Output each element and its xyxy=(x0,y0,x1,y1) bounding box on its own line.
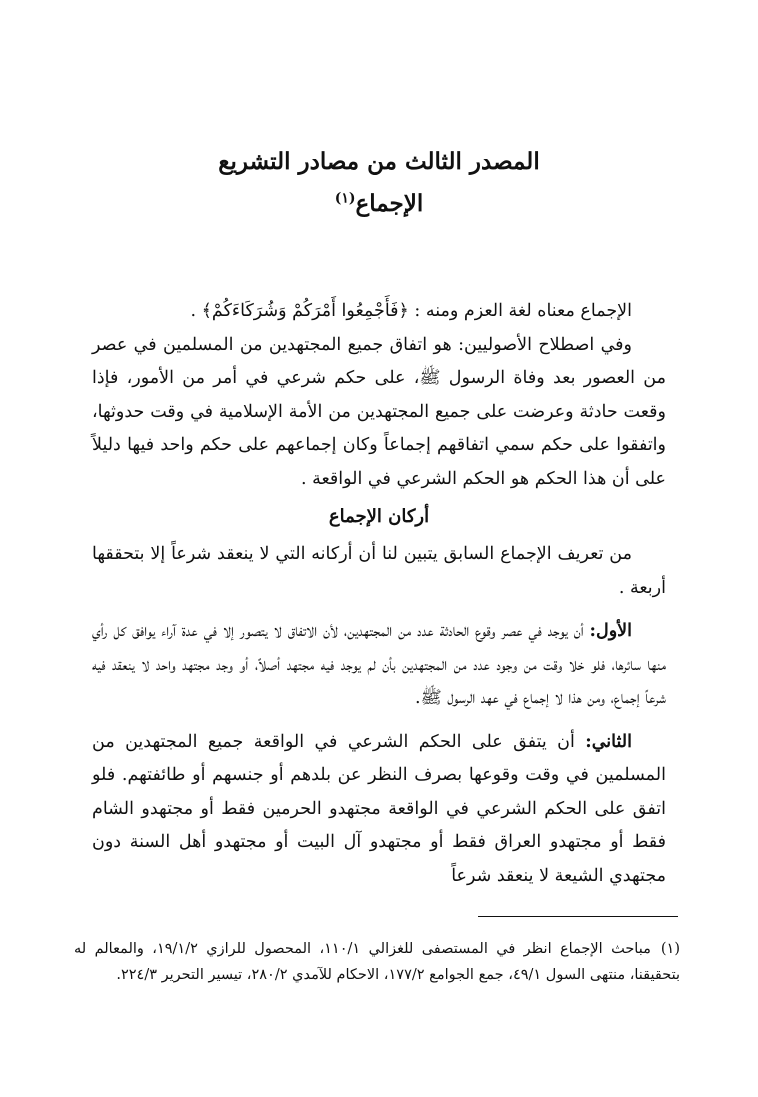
second-pillar-label: الثاني: xyxy=(585,731,632,752)
main-text xyxy=(92,295,666,893)
paragraph-linguistic-definition: الإجماع معناه لغة العزم ومنه : ﴿فَأَجْمِعُوا أَمْرَكُمْ وَشُرَكَاءَكُمْ﴾ . xyxy=(190,301,632,321)
footnote xyxy=(74,936,680,988)
paragraph-technical-definition: وفي اصطلاح الأصوليين: هو اتفاق جميع المجتهدين من المسلمين في عصر من العصور بعد وفاة الرسول ﷺ، على حكم شرعي في أمر من الأمور، فإذا وقعت حادثة وعرضت على جميع المجتهدين من الأمة الإسلامية في وقت حدوثها، واتفقوا على حكم سمي اتفاقهم إجماعاً وكان إجماعهم على حكم واحد فيها دليلاً على أن هذا الحكم هو الحكم الشرعي في الواقعة . xyxy=(92,334,666,489)
chapter-subheading xyxy=(0,190,758,217)
section-title: أركان الإجماع xyxy=(328,506,430,527)
paragraph-second-pillar xyxy=(92,726,666,894)
chapter-heading: المصدر الثالث من مصادر التشريع xyxy=(218,148,540,175)
paragraph-pillars-intro: من تعريف الإجماع السابق يتبين لنا أن أركانه التي لا ينعقد شرعاً إلا بتحققها أربعة . xyxy=(92,544,666,598)
paragraph-first-pillar xyxy=(92,615,666,716)
footnote-text: مباحث الإجماع انظر في المستصفى للغزالي ١١٠/١، المحصول للرازي ١٩/١/٢، والمعالم له بتحقيقنا، منتهى السول ٤٩/١، جمع الجوامع ١٧٧/٢، الاحكام للآمدي ٢٨٠/٢، تيسير التحرير ٢٢٤/٣. xyxy=(74,941,680,983)
footnote-number: (١) xyxy=(660,941,680,957)
footnote-divider xyxy=(478,916,678,917)
first-pillar-label: الأول: xyxy=(589,621,632,641)
footnote-reference: (١) xyxy=(334,190,356,207)
subheading-text: الإجماع xyxy=(355,190,424,217)
first-pillar-text: أن يوجد في عصر وقوع الحادثة عدد من المجتهدين، لأن الاتفاق لا يتصور إلا في عدة آراء يوافق كل رأي منها سائرها، فلو خلا وقت من وجود عدد من المجتهدين بأن لم يوجد فيه مجتهد أصلاً، أو وجد مجتهد واحد لا ينعقد فيه شرعاً إجماع، ومن هذا لا إجماع في عهد الرسول ﷺ. xyxy=(92,621,666,708)
second-pillar-text: أن يتفق على الحكم الشرعي في الواقعة جميع المجتهدين من المسلمين في وقت وقوعها بصرف النظر عن بلدهم أو جنسهم أو طائفتهم. فلو اتفق على الحكم الشرعي في الواقعة مجتهدو الحرمين فقط أو مجتهدو الشام فقط أو مجتهدو العراق فقط أو مجتهدو آل البيت أو مجتهدو أهل السنة دون مجتهدي الشيعة لا ينعقد شرعاً xyxy=(92,731,666,886)
